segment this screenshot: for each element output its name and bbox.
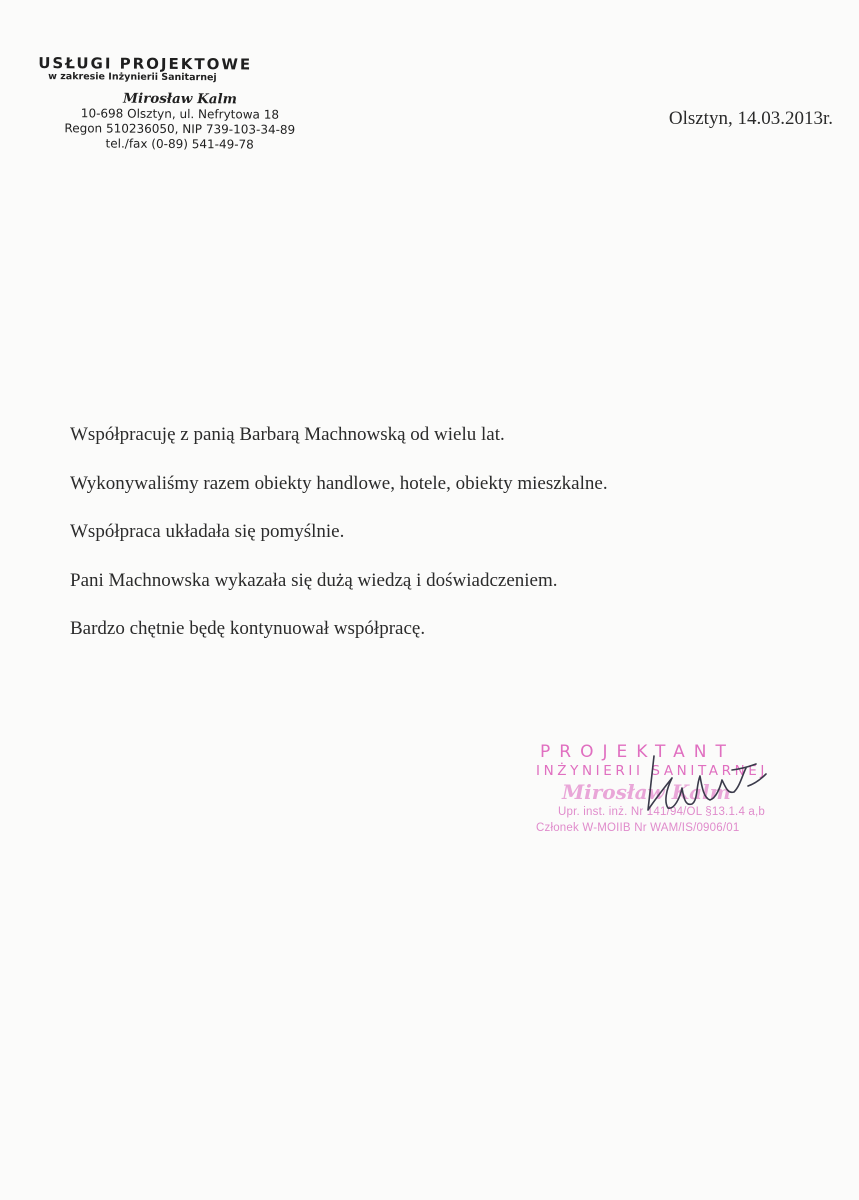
stamp-owner-name: Mirosław Kalm [122,90,238,108]
body-line: Współpracuję z panią Barbarą Machnowską od wielu lat. [70,424,505,445]
stamp-specialty: INŻYNIERII SANITARNEJ [536,763,768,779]
letter-body [70,420,790,663]
stamp-subtitle: w zakresie Inżynierii Sanitarnej [48,71,217,84]
stamp-membership: Członek W-MOIIB Nr WAM/IS/0906/01 [536,822,740,834]
stamp-role: PROJEKTANT [540,742,735,762]
stamp-license: Upr. inst. inż. Nr 141/94/OL §13.1.4 a,b [558,806,766,818]
stamp-name: Mirosław Kalm [562,780,731,804]
company-header-stamp [30,54,331,153]
body-line: Wykonywaliśmy razem obiekty handlowe, hotele, obiekty mieszkalne. [70,472,608,494]
date-line: Olsztyn, 14.03.2013r. [668,108,833,129]
body-line: Bardzo chętnie będę kontynuował współpracę. [70,618,426,639]
handwritten-signature [636,748,776,818]
body-line: Współpraca układała się pomyślnie. [70,521,345,542]
stamp-regon-nip: Regon 510236050, NIP 739-103-34-89 [64,121,296,137]
stamp-title: USŁUGI PROJEKTOWE [38,54,253,74]
body-line: Pani Machnowska wykazała się dużą wiedzą i doświadczeniem. [70,569,558,591]
stamp-address: 10-698 Olsztyn, ul. Nefrytowa 18 [80,106,280,122]
stamp-phone: tel./fax (0-89) 541-49-78 [105,136,254,152]
